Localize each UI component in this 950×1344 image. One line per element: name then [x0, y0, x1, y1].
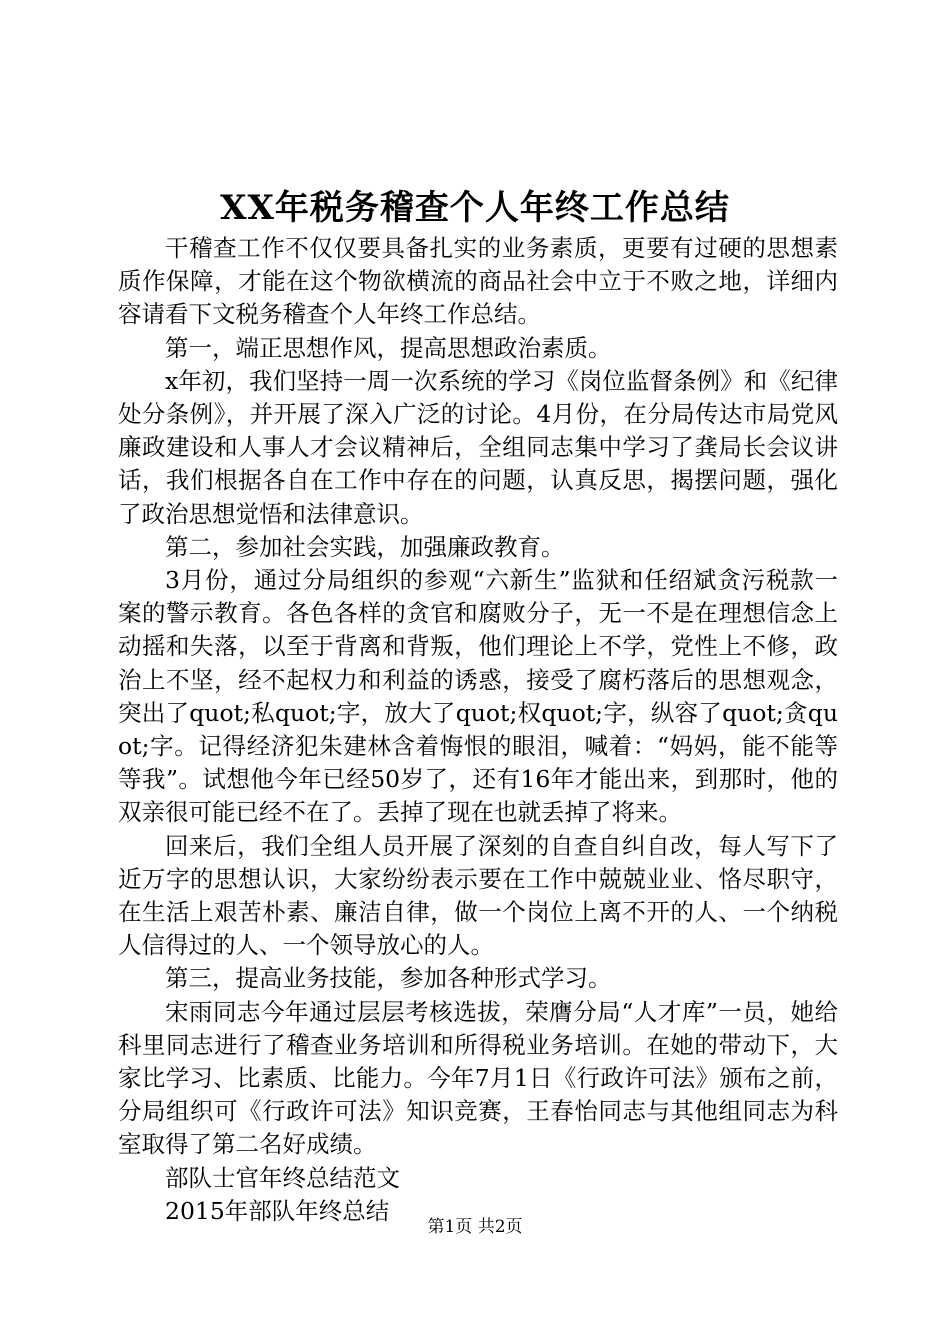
paragraph-education: 3月份，通过分局组织的参观“六新生”监狱和任绍斌贪污税款一案的警示教育。各色各样的贪官和腐败分子，无一不是在理想信念上动摇和失落，以至于背离和背叛，他们理论上不学，党性上不修，政治上不坚，经不起权力和利益的诱惑，接受了腐朽落后的思想观念，突出了quot;私quot;字，放大了quot;权quot;字，纵容了quot;贪quot;字。记得经济犯朱建林含着悔恨的眼泪，喊着：“妈妈，能不能等等我”。试想他今年已经50岁了，还有16年才能出来，到那时，他的双亲很可能已经不在了。丢掉了现在也就丢掉了将来。	[118, 566, 838, 827]
paragraph-training: 宋雨同志今年通过层层考核选拔，荣膺分局“人才库”一员，她给科里同志进行了稽查业务培训和所得税业务培训。在她的带动下，大家比学习、比素质、比能力。今年7月1日《行政许可法》颁布之前，分局组织可《行政许可法》知识竞赛，王春怡同志与其他组同志为科室取得了第二名好成绩。	[118, 997, 838, 1159]
document-title: XX年税务稽查个人年终工作总结	[220, 188, 730, 228]
page-number: 第1页 共2页	[427, 1217, 523, 1237]
paragraph-study: x年初，我们坚持一周一次系统的学习《岗位监督条例》和《纪律处分条例》，并开展了深入广泛的讨论。4月份，在分局传达市局党风廉政建设和人事人才会议精神后，全组同志集中学习了龚局长会议讲话，我们根据各自在工作中存在的问题，认真反思，揭摆问题，强化了政治思想觉悟和法律意识。	[118, 366, 838, 528]
related-link-2: 2015年部队年终总结	[165, 1196, 390, 1225]
paragraph-intro: 干稽查工作不仅仅要具备扎实的业务素质，更要有过硬的思想素质作保障，才能在这个物欲横流的商品社会中立于不败之地，详细内容请看下文税务稽查个人年终工作总结。	[118, 234, 838, 329]
paragraph-heading-3: 第三，提高业务技能，参加各种形式学习。	[165, 964, 612, 993]
document-body	[118, 232, 838, 1228]
paragraph-heading-1: 第一，端正思想作风，提高思想政治素质。	[165, 333, 612, 362]
paragraph-heading-2: 第二，参加社会实践，加强廉政教育。	[165, 532, 565, 561]
related-link-1: 部队士官年终总结范文	[165, 1163, 400, 1192]
paragraph-self-review: 回来后，我们全组人员开展了深刻的自查自纠自改，每人写下了近万字的思想认识，大家纷纷表示要在工作中兢兢业业、恪尽职守，在生活上艰苦朴素、廉洁自律，做一个岗位上离不开的人、一个纳税人信得过的人、一个领导放心的人。	[118, 831, 838, 960]
